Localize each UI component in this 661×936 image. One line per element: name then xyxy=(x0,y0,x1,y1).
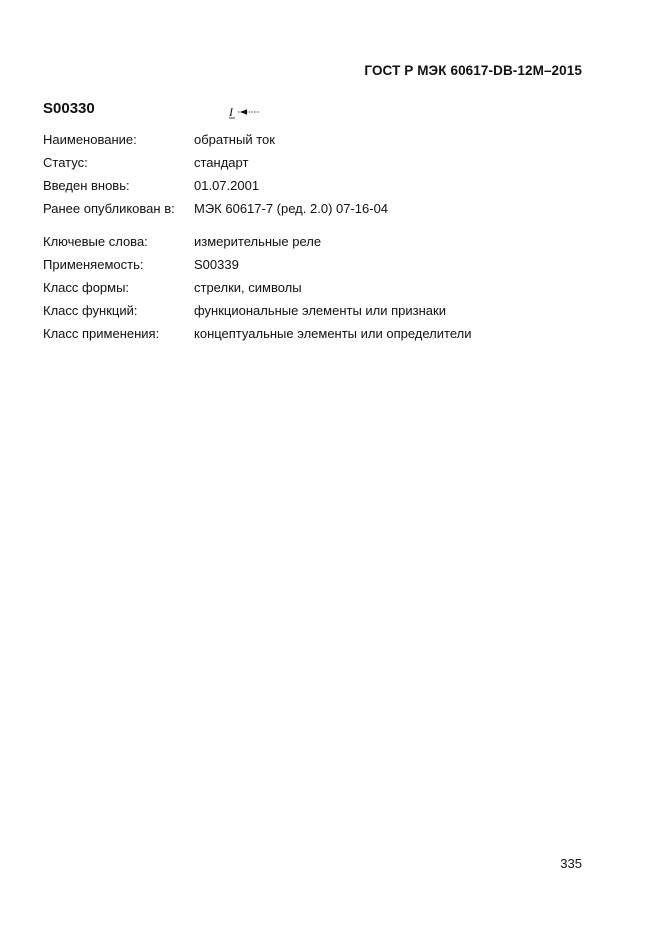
reverse-current-symbol xyxy=(226,103,266,121)
field-value: концептуальные элементы или определители xyxy=(194,326,472,341)
field-label: Класс применения: xyxy=(43,326,160,341)
field-value: стандарт xyxy=(194,155,249,170)
field-value: 01.07.2001 xyxy=(194,178,260,193)
field-label: Ранее опубликован в: xyxy=(43,201,175,216)
field-value: S00339 xyxy=(194,257,239,272)
symbol-arrowhead xyxy=(240,109,247,114)
field-label: Статус: xyxy=(43,155,88,170)
field-label: Наименование: xyxy=(43,132,137,147)
field-label: Класс функций: xyxy=(43,303,138,318)
field-value: стрелки, символы xyxy=(194,280,302,295)
field-value: обратный ток xyxy=(194,132,275,147)
field-value: измерительные реле xyxy=(194,234,322,249)
field-value: МЭК 60617-7 (ред. 2.0) 07-16-04 xyxy=(194,201,389,216)
document-standard-header: ГОСТ Р МЭК 60617-DB-12M–2015 xyxy=(364,63,582,78)
field-label: Применяемость: xyxy=(43,257,144,272)
field-label: Класс формы: xyxy=(43,280,130,295)
field-label: Ключевые слова: xyxy=(43,234,148,249)
symbol-letter: I xyxy=(229,105,233,119)
field-label: Введен вновь: xyxy=(43,178,130,193)
field-value: функциональные элементы или признаки xyxy=(194,303,446,318)
symbol-code: S00330 xyxy=(43,100,95,117)
page-number: 335 xyxy=(560,856,582,871)
